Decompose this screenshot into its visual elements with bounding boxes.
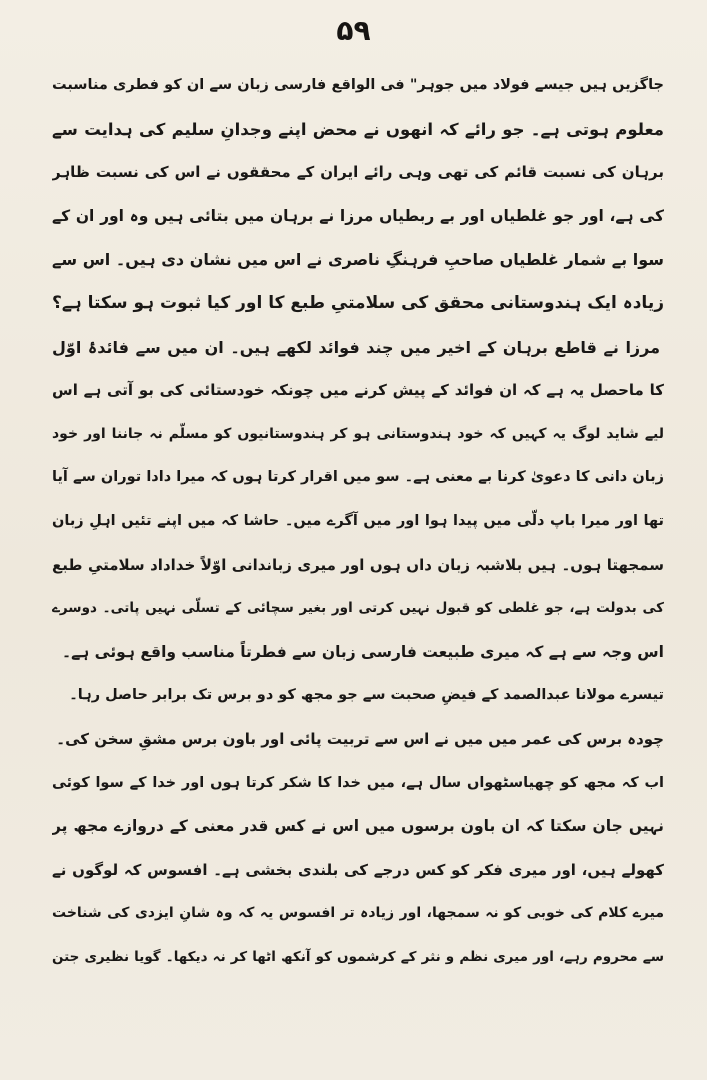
text-line: اب کہ مجھ کو چھیاسٹھواں سال ہے، میں خدا کا شکر کرتا ہوں اور خدا کے سوا کوئی (52, 774, 664, 791)
text-line: زیادہ ایک ہندوستانی محقق کی سلامتیِ طبع کا اور کیا ثبوت ہو سکتا ہے؟ (52, 292, 664, 313)
text-line: زبان دانی کا دعویٰ کرنا بے معنی ہے۔ سو میں اقرار کرتا ہوں کہ میرا دادا توران سے آیا (52, 469, 664, 486)
text-line: تھا اور میرا باپ دلّی میں پیدا ہوا اور میں آگرے میں۔ حاشا کہ میں اپنے تئیں اہلِ زبان (52, 512, 664, 529)
text-line: مرزا نے قاطع برہان کے اخیر میں چند فوائد لکھے ہیں۔ ان میں سے فائدۂ اوّل (52, 337, 660, 357)
text-line: کی بدولت ہے، جو غلطی کو قبول نہیں کرتی اور بغیر سچائی کے تسلّی نہیں پاتی۔ دوسرے (52, 600, 664, 617)
text-line: لیے شاید لوگ یہ کہیں کہ خود ہندوستانی ہو کر ہندوستانیوں کو مسلّم نہ جاننا اور خود (52, 425, 664, 442)
text-line: معلوم ہوتی ہے۔ جو رائے کہ انھوں نے محض اپنے وجدانِ سلیم کی ہدایت سے (52, 119, 664, 139)
text-line: جاگزیں ہیں جیسے فولاد میں جوہر" فی الواقع فارسی زبان سے ان کو فطری مناسبت (52, 77, 664, 93)
text-line: سمجھتا ہوں۔ ہیں بلاشبہ زبان داں ہوں اور میری زباندانی اوّلاً خداداد سلامتیِ طبع (52, 555, 664, 574)
text-line: سے محروم رہے، اور میری نظم و نثر کے کرشموں کو آنکھ اٹھا کر نہ دیکھا۔ گویا نظیری جتن (52, 948, 664, 965)
text-line: سوا بے شمار غلطیاں صاحبِ فرہنگِ ناصری نے اس میں نشان دی ہیں۔ اس سے (52, 250, 664, 270)
text-line: کا ماحصل یہ ہے کہ ان فوائد کے پیش کرنے میں چونکہ خودستائی کی بو آتی ہے اس (52, 381, 664, 400)
text-line: تیسرے مولانا عبدالصمد کے فیضِ صحبت سے جو مجھ کو دو برس تک برابر حاصل رہا۔ (69, 687, 664, 704)
text-line: میرے کلام کی خوبی کو نہ سمجھا، اور زیادہ تر افسوس یہ کہ وہ شانِ ایزدی کی شناخت (52, 905, 664, 922)
text-line: کی ہے، اور جو غلطیاں اور بے ربطیاں مرزا نے برہان میں بتائی ہیں وہ اور ان کے (52, 206, 664, 225)
body-text (52, 64, 664, 979)
text-line: نہیں جان سکتا کہ ان باون برسوں میں اس نے کس قدر معنی کے دروازے مجھ پر (52, 817, 664, 836)
page-number: ۵۹ (336, 14, 371, 47)
text-line: کھولے ہیں، اور میری فکر کو کس درجے کی بلندی بخشی ہے۔ افسوس کہ لوگوں نے (52, 860, 664, 879)
text-line: برہان کی نسبت قائم کی تھی وہی رائے ایران کے محققوں نے اس کی نسبت ظاہر (52, 163, 664, 182)
text-line: اس وجہ سے ہے کہ میری طبیعت فارسی زبان سے فطرتاً مناسب واقع ہوئی ہے۔ (62, 642, 664, 661)
text-line: چودہ برس کی عمر میں میں نے اس سے تربیت پائی اور باون برس مشقِ سخن کی۔ (56, 729, 664, 748)
